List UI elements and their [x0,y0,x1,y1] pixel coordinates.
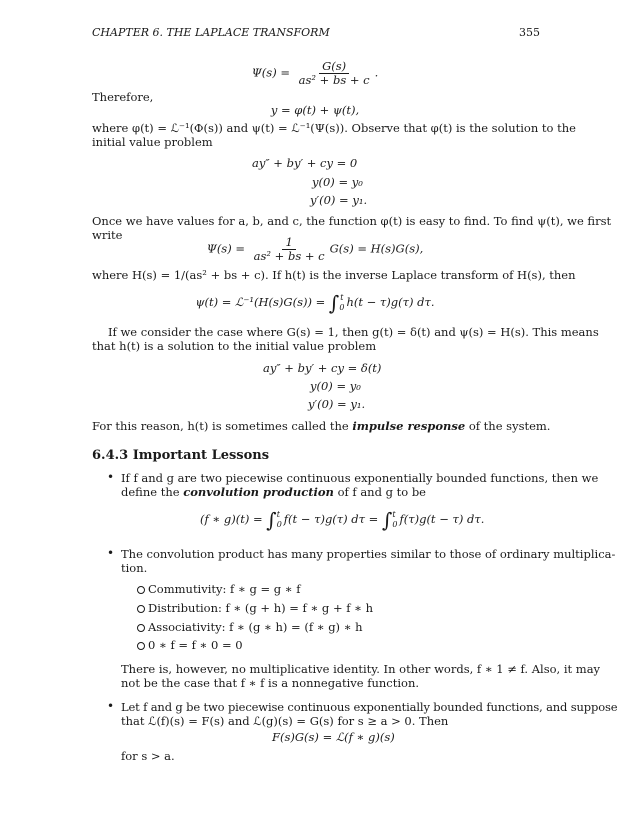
paragraph-line: write [92,228,123,242]
circle-bullet-icon [137,586,145,594]
ivp-line: y(0) = y₀ [312,175,363,189]
section-heading: 6.4.3 Important Lessons [92,448,270,463]
paragraph-line: initial value problem [92,135,213,149]
ivp-line: y′(0) = y₁. [310,193,368,207]
paragraph-line: Once we have values for a, b, and c, the function φ(t) is easy to find. To find ψ(t), we first [92,214,612,228]
emphasized-term: impulse response [352,419,466,433]
fraction-denominator: as² + bs + c [253,249,325,263]
page-number: 355 [519,26,540,39]
text-span: For this reason, h(t) is sometimes called the [92,419,353,433]
equation-convolution [200,508,484,531]
ivp-line: y′(0) = y₁. [308,397,366,411]
fraction-denominator: as² + bs + c [298,73,370,87]
eq-lhs: (f ∗ g)(t) = [200,512,263,526]
bullet-icon: • [107,546,115,560]
paragraph-line: that h(t) is a solution to the initial value problem [92,339,377,353]
ivp-line: y(0) = y₀ [310,379,361,393]
text-span: define the [121,485,184,499]
equation-convolution-theorem: F(s)G(s) = ℒ(f ∗ g)(s) [272,730,395,744]
integral-upper-limit: t [392,510,396,519]
paragraph-line: that ℒ(f)(s) = F(s) and ℒ(g)(s) = G(s) for s ≥ a > 0. Then [121,714,449,728]
circle-bullet-icon [137,642,145,650]
bullet-icon: • [107,470,115,484]
paragraph-line: There is, however, no multiplicative identity. In other words, f ∗ 1 ≠ f. Also, it may [121,662,601,676]
eq-tail: G(s) = H(s)G(s), [329,241,424,256]
eq-lhs: ψ(t) = ℒ⁻¹(H(s)G(s)) = [195,295,326,309]
paragraph-line [121,485,426,499]
paragraph-line: The convolution product has many properties similar to those of ordinary multiplica- [121,547,616,561]
text-span: of f and g to be [333,485,426,499]
equation-psi-integral [0,291,630,314]
circle-bullet-icon [137,624,145,632]
list-item: Commutivity: f ∗ g = g ∗ f [148,582,301,596]
equation-psi-of-s [0,60,630,87]
paragraph-line: tion. [121,561,148,575]
eq-tail: . [374,65,379,80]
eq-middle: f(t − τ)g(τ) dτ = [283,512,379,526]
bullet-icon: • [107,699,115,713]
integral-sign: ∫ [328,291,340,315]
ivp-line: ay″ + by′ + cy = 0 [252,156,358,170]
circle-bullet-icon [137,605,145,613]
fraction [251,236,328,263]
paragraph-line: If we consider the case where G(s) = 1, then g(t) = δ(t) and ψ(s) = H(s). This means [108,325,599,339]
therefore-text: Therefore, [92,90,154,104]
integral-sign: ∫ [266,508,277,532]
ivp-line: ay″ + by′ + cy = δ(t) [263,361,382,375]
eq-lhs: Ψ(s) = [206,241,245,256]
integral-lower-limit: 0 [392,520,398,529]
paragraph-line: where H(s) = 1/(as² + bs + c). If h(t) is the inverse Laplace transform of H(s), then [92,268,576,282]
paragraph-line: If f and g are two piecewise continuous exponentially bounded functions, then we [121,471,599,485]
list-item: Distribution: f ∗ (g + h) = f ∗ g + f ∗ h [148,601,374,615]
integral-lower-limit: 0 [339,303,345,312]
eq-body: f(τ)g(t − τ) dτ. [399,512,485,526]
paragraph-line: Let f and g be two piecewise continuous exponentially bounded functions, and suppose [121,700,618,714]
paragraph-line: for s > a. [121,749,175,763]
running-header: CHAPTER 6. THE LAPLACE TRANSFORM [92,26,330,39]
equation-y: y = φ(t) + ψ(t), [270,103,360,117]
fraction-numerator: G(s) [319,60,349,74]
integral-upper-limit: t [340,293,344,302]
list-item: 0 ∗ f = f ∗ 0 = 0 [148,638,243,652]
text-span: of the system. [465,419,551,433]
paragraph-line: not be the case that f ∗ f is a nonnegative function. [121,676,420,690]
eq-body: h(t − τ)g(τ) dτ. [346,295,435,309]
emphasized-term: convolution production [183,485,334,499]
fraction [296,60,373,87]
equation-psi-h [0,236,630,263]
paragraph-line: where φ(t) = ℒ⁻¹(Φ(s)) and ψ(t) = ℒ⁻¹(Ψ(s)). Observe that φ(t) is the solution to the [92,121,576,135]
eq-lhs: Ψ(s) = [251,65,290,80]
integral-upper-limit: t [276,510,280,519]
paragraph-line [92,419,550,433]
integral-sign: ∫ [381,508,393,532]
fraction-numerator: 1 [282,236,295,250]
list-item: Associativity: f ∗ (g ∗ h) = (f ∗ g) ∗ h [148,620,363,634]
integral-lower-limit: 0 [276,520,282,529]
